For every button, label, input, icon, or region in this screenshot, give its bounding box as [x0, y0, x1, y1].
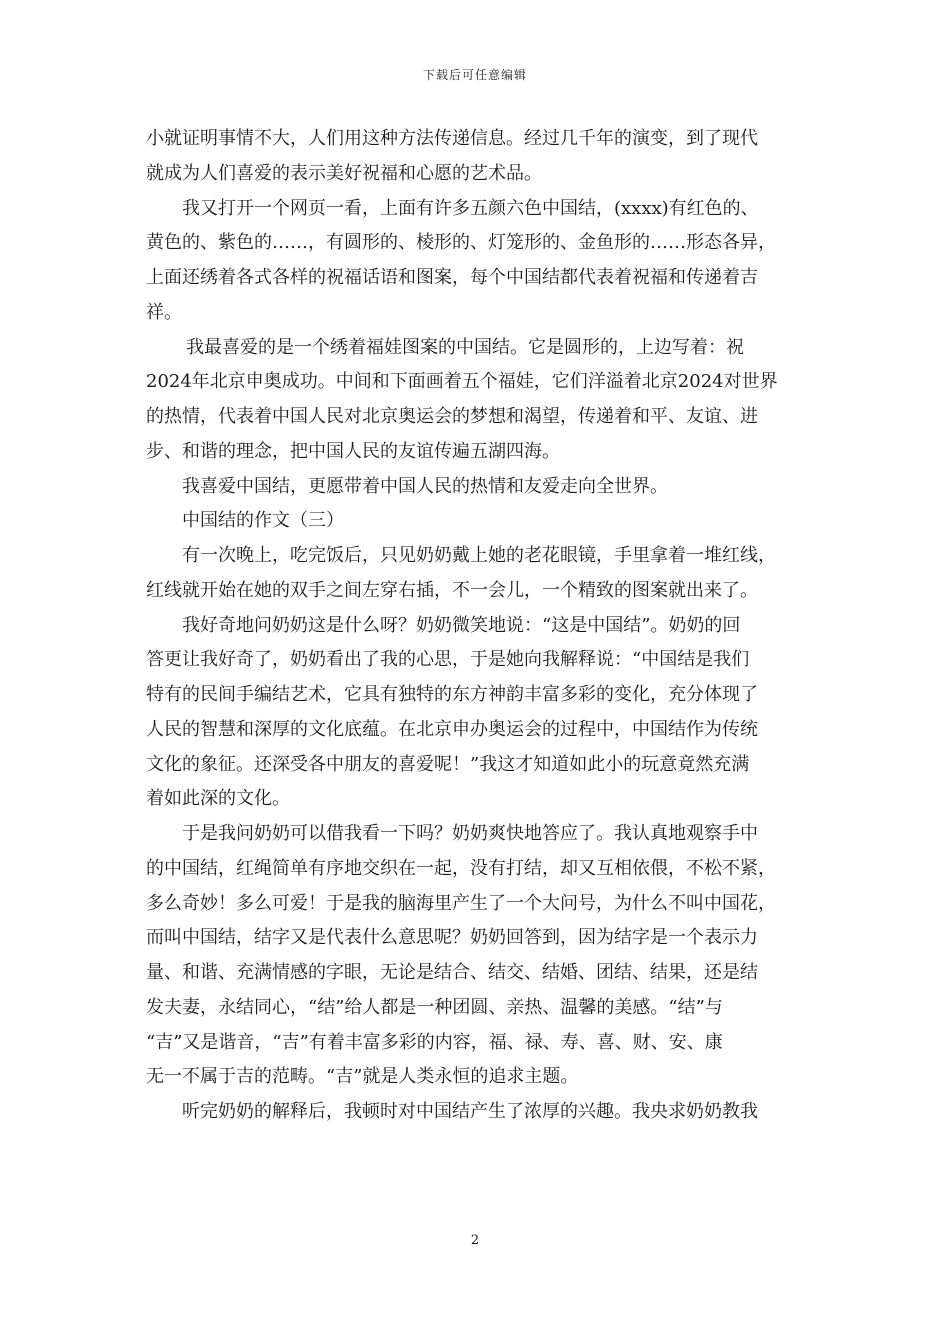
document-body [146, 122, 810, 1130]
text-line: 我喜爱中国结，更愿带着中国人民的热情和友爱走向全世界。 [182, 475, 668, 497]
text-line: 的中国结，红绳简单有序地交织在一起，没有打结，却又互相依偎，不松不紧， [146, 857, 776, 879]
text-line: 答更让我好奇了，奶奶看出了我的心思，于是她向我解释说：“中国结是我们 [146, 649, 750, 671]
text-line: 人民的智慧和深厚的文化底蕴。在北京申办奥运会的过程中，中国结作为传统 [146, 718, 758, 740]
text-line: 特有的民间手编结艺术，它具有独特的东方神韵丰富多彩的变化，充分体现了 [146, 684, 758, 705]
text-line: 就成为人们喜爱的表示美好祝福和心愿的艺术品。 [146, 162, 542, 184]
text-line: 量、和谐、充满情感的字眼，无论是结合、结交、结婚、团结、结果，还是结 [146, 962, 758, 983]
text-line: 的热情，代表着中国人民对北京奥运会的梦想和渴望，传递着和平、友谊、进 [146, 406, 758, 427]
text-line: 红线就开始在她的双手之间左穿右插，不一会儿，一个精致的图案就出来了。 [146, 579, 758, 601]
text-line: 祥。 [146, 301, 182, 323]
page-header: 下载后可任意编辑 [422, 68, 527, 82]
text-line: 我又打开一个网页一看，上面有许多五颜六色中国结，(xxxx)有红色的、 [182, 197, 759, 219]
page-number: 2 [470, 1233, 480, 1248]
text-line: 我最喜爱的是一个绣着福娃图案的中国结。它是圆形的，上边写着：祝 [186, 336, 744, 358]
text-line: 多么奇妙！多么可爱！于是我的脑海里产生了一个大问号，为什么不叫中国花， [146, 892, 776, 914]
text-line: 我好奇地问奶奶这是什么呀？奶奶微笑地说：“这是中国结”。奶奶的回 [182, 614, 741, 636]
text-line: 中国结的作文（三） [182, 510, 344, 532]
text-line: 上面还绣着各式各样的祝福话语和图案，每个中国结都代表着祝福和传递着吉 [146, 267, 758, 288]
text-line: 听完奶奶的解释后，我顿时对中国结产生了浓厚的兴趣。我央求奶奶教我 [182, 1101, 758, 1122]
text-line: 而叫中国结，结字又是代表什么意思呢？奶奶回答到，因为结字是一个表示力 [146, 927, 758, 949]
text-line: 无一不属于吉的范畴。“吉”就是人类永恒的追求主题。 [146, 1066, 579, 1088]
text-line: 步、和谐的理念，把中国人民的友谊传遍五湖四海。 [146, 440, 560, 462]
text-line: 发夫妻，永结同心，“结”给人都是一种团圆、亲热、温馨的美感。“结”与 [146, 996, 723, 1018]
text-line: 着如此深的文化。 [146, 788, 290, 810]
text-line: 有一次晚上，吃完饭后，只见奶奶戴上她的老花眼镜，手里拿着一堆红线， [182, 545, 776, 566]
text-line: 于是我问奶奶可以借我看一下吗？奶奶爽快地答应了。我认真地观察手中 [182, 823, 758, 844]
text-line: 文化的象征。还深受各中朋友的喜爱呢！”我这才知道如此小的玩意竟然充满 [146, 753, 750, 775]
text-line: “吉”又是谐音，“吉”有着丰富多彩的内容，福、禄、寿、喜、财、安、康 [146, 1031, 723, 1053]
text-line: 黄色的、紫色的……，有圆形的、棱形的、灯笼形的、金鱼形的……形态各异， [146, 232, 776, 254]
text-line: 小就证明事情不大，人们用这种方法传递信息。经过几千年的演变，到了现代 [146, 128, 758, 149]
text-line: 2024年北京申奥成功。中间和下面画着五个福娃，它们洋溢着北京2024对世界 [146, 371, 778, 393]
